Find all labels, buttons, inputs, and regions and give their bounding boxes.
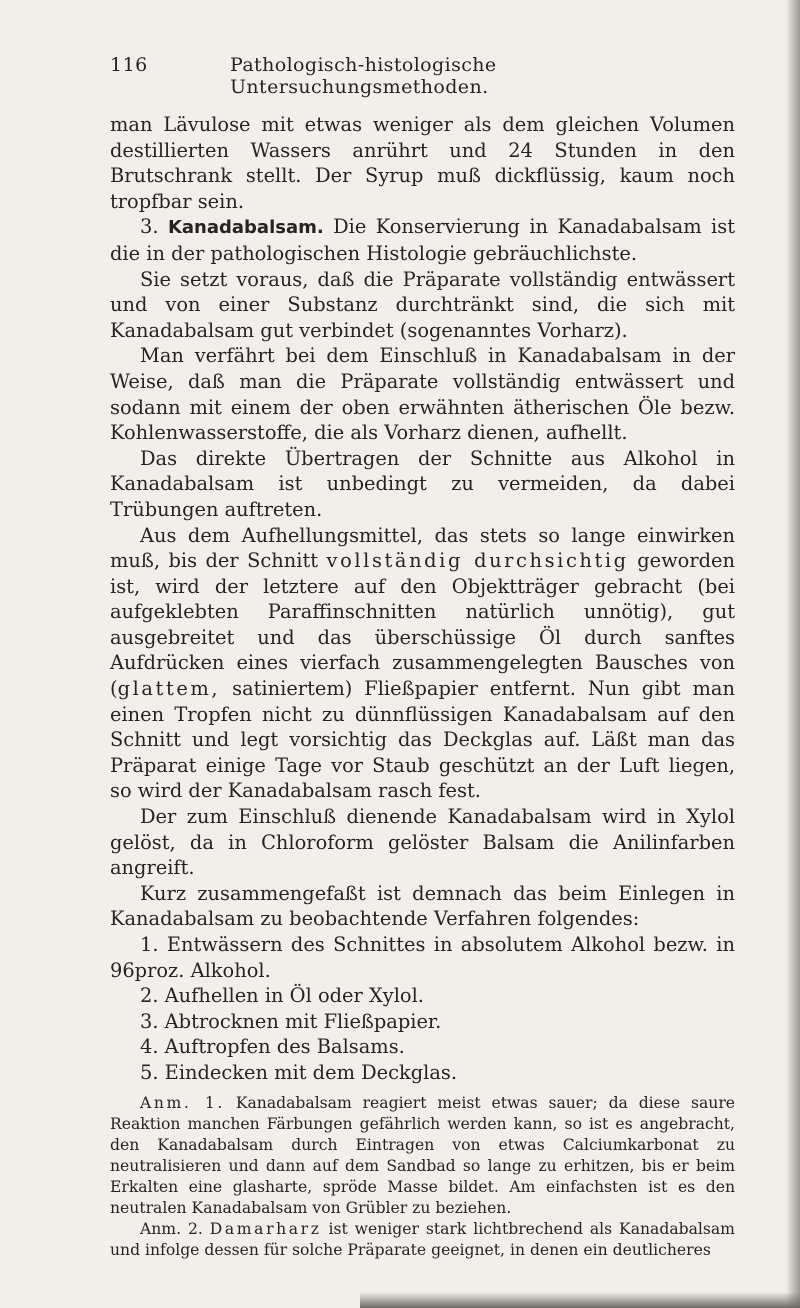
footnotes	[110, 1093, 735, 1261]
list-item: 3. Abtrocknen mit Fließpapier.	[140, 1009, 442, 1033]
paragraph-xylol: Der zum Einschluß dienende Kanadabalsam wird in Xylol gelöst, da in Chloroform gelöster Balsam die Anilinfarben angreift.	[110, 805, 735, 880]
list-item: 5. Eindecken mit dem Deckglas.	[140, 1060, 458, 1084]
note-term: Damarharz	[209, 1219, 322, 1238]
section-number: 3.	[140, 215, 159, 239]
running-title: Pathologisch-histologische Untersuchungsmethoden.	[230, 54, 497, 98]
note-text: Kanadabalsam reagiert meist etwas sauer; da diese saure Reaktion manchen Färbungen gefährlich werden kann, so ist es angebracht, den Kanadabalsam durch Eintragen von etwas Calciumkarbonat zu neutralisieren und dann auf dem Sandbad so lange zu erhitzen, bis er beim Erkalten eine glasharte, spröde Masse bildet. Am einfachsten ist es den neutralen Kanadabalsam von Grübler zu beziehen.	[110, 1093, 736, 1217]
page-header	[88, 54, 728, 98]
list-item: 4. Auftropfen des Balsams.	[140, 1035, 405, 1059]
paragraph-kanadabalsam-heading	[110, 214, 735, 266]
paragraph-verfahren: Man verfährt bei dem Einschluß in Kanadabalsam in der Weise, daß man die Präparate vollständig entwässert und sodann mit einem der oben erwähnten ätherischen Öle bezw. Kohlenwasserstoffe, die als Vorharz dienen, aufhellt.	[110, 344, 735, 445]
note-1	[110, 1093, 735, 1219]
page-number: 116	[110, 54, 148, 76]
text-run: geworden ist, wird der letztere auf den Objektträger gebracht (bei aufgeklebten Paraffinschnitten natürlich unnötig), gut ausgebreitet und das überschüssige Öl durch sanftes Aufdrücken eines vierfach zusammengelegten Bausches von (	[110, 549, 735, 701]
section-intro: Die Konservierung in Kanadabalsam ist die in der pathologischen Histologie gebräuchlichste.	[110, 215, 735, 265]
text-run: satiniertem) Fließpapier entfernt. Nun gibt man einen Tropfen nicht zu dünnflüssigen Kanadabalsam auf den Schnitt und legt vorsichtig das Deckglas auf. Läßt man das Präparat einige Tage vor Staub geschützt an der Luft liegen, so wird der Kanadabalsam rasch fest.	[110, 677, 735, 803]
paragraph-aufhellungsmittel	[110, 523, 735, 805]
list-item: 2. Aufhellen in Öl oder Xylol.	[140, 984, 424, 1008]
note-label: Anm. 1.	[140, 1093, 225, 1112]
page-edge-shadow	[786, 0, 800, 1308]
note-text: ist weniger stark lichtbrechend als Kanadabalsam und infolge dessen für solche Präparate geeignet, in denen ein deutlicheres	[110, 1219, 735, 1259]
note-2	[110, 1219, 735, 1261]
paragraph-vorharz: Sie setzt voraus, daß die Präparate vollständig entwässert und von einer Substanz durchtränkt sind, die sich mit Kanadabalsam gut verbindet (sogenanntes Vorharz).	[110, 267, 735, 342]
text-run: Aus dem Aufhellungsmittel, das stets so lange einwirken muß, bis der Schnitt	[110, 523, 735, 573]
body-text	[110, 112, 735, 1261]
paragraph-zusammengefasst: Kurz zusammengefaßt ist demnach das beim Einlegen in Kanadabalsam zu beobachtende Verfahren folgendes:	[110, 881, 735, 931]
list-item: 1. Entwässern des Schnittes in absolutem Alkohol bezw. in 96proz. Alkohol.	[110, 933, 735, 982]
section-heading: Kanadabalsam.	[167, 217, 324, 239]
paragraph-lavulose: man Lävulose mit etwas weniger als dem gleichen Volumen destillierten Wassers anrührt und 24 Stunden in den Brutschrank stellt. Der Syrup muß dickflüssig, kaum noch tropfbar sein.	[110, 113, 735, 213]
paragraph-uebertragen: Das direkte Übertragen der Schnitte aus Alkohol in Kanadabalsam ist unbedingt zu vermeiden, da dabei Trübungen auftreten.	[110, 446, 735, 521]
procedure-steps	[110, 932, 735, 1086]
note-label: Anm. 2.	[140, 1219, 203, 1238]
page-bottom-shadow	[360, 1292, 800, 1308]
emphasis-text: glattem,	[117, 677, 221, 701]
emphasis-text: vollständig durchsichtig	[326, 549, 629, 573]
